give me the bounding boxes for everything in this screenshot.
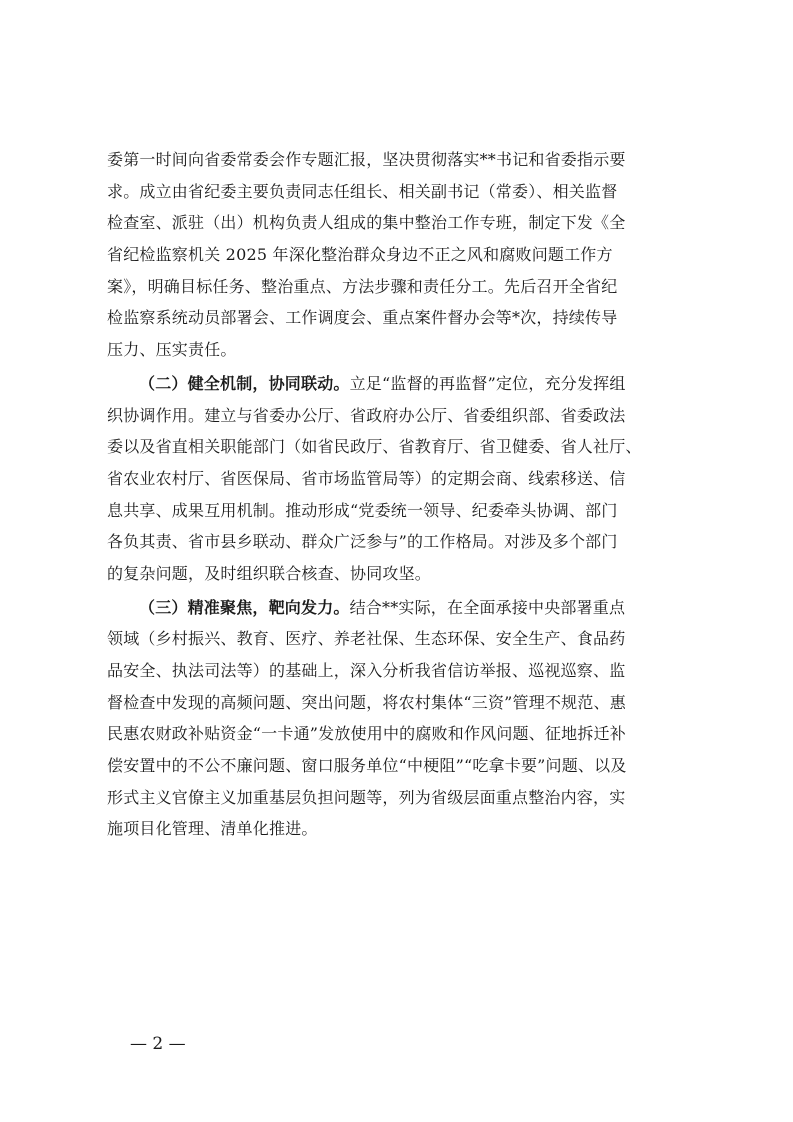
text-span: 立足“监督的再监督”定位，充分发挥组 [349,373,626,393]
text-line: 省纪检监察机关 2025 年深化整治群众身边不正之风和腐败问题工作方 [107,245,613,265]
text-line: 的复杂问题，及时组织联合核查、协同攻坚。 [107,563,432,583]
text-line: 压力、压实责任。 [107,340,237,360]
page-number: — 2 — [130,1034,186,1054]
text-line: 偿安置中的不公不廉问题、窗口服务单位“中梗阻”“吃拿卡要”问题、以及 [107,756,627,776]
text-span: 结合**实际，在全面承接中央部署重点 [349,597,626,617]
section-heading: （三）精准聚焦，靶向发力。 [139,597,350,617]
text-line: 施项目化管理、清单化推进。 [107,819,318,839]
text-line: 民惠农财政补贴资金“一卡通”发放使用中的腐败和作风问题、征地拆迁补 [107,724,626,744]
text-line: 委以及省直相关职能部门（如省民政厅、省教育厅、省卫健委、省人社厅、 [107,437,642,457]
text-line: 品安全、执法司法等）的基础上，深入分析我省信访举报、巡视巡察、监 [107,661,626,680]
paragraph-2 [107,368,697,590]
paragraph-1 [107,144,697,366]
document-body [107,144,697,845]
text-line: 息共享、成果互用机制。推动形成“党委统一领导、纪委牵头协调、部门 [107,500,618,520]
text-line: 领域（乡村振兴、教育、医疗、养老社保、生态环保、安全生产、食品药 [107,629,626,649]
text-line: 织协调作用。建立与省委办公厅、省政府办公厅、省委组织部、省委政法 [107,405,626,425]
text-line: 委第一时间向省委常委会作专题汇报，坚决贯彻落实**书记和省委指示要 [107,150,626,169]
text-line: 检查室、派驻（出）机构负责人组成的集中整治工作专班，制定下发《全 [107,213,626,233]
text-line [107,368,697,400]
text-line: 形式主义官僚主义加重基层负担问题等，列为省级层面重点整治内容，实 [107,787,626,807]
paragraph-3 [107,592,697,846]
text-line: 求。成立由省纪委主要负责同志任组长、相关副书记（常委）、相关监督 [107,181,618,201]
section-heading: （二）健全机制，协同联动。 [139,373,350,393]
text-line: 检监察系统动员部署会、工作调度会、重点案件督办会等*次，持续传导 [107,308,618,328]
text-line: 各负其责、省市县乡联动、群众广泛参与”的工作格局。对涉及多个部门 [107,532,618,552]
text-line [107,592,697,624]
text-line: 督检查中发现的高频问题、突出问题，将农村集体“三资”管理不规范、惠 [107,692,626,712]
text-line: 案》，明确目标任务、整治重点、方法步骤和责任分工。先后召开全省纪 [107,276,618,296]
text-line: 省农业农村厅、省医保局、省市场监管局等）的定期会商、线索移送、信 [107,468,626,488]
